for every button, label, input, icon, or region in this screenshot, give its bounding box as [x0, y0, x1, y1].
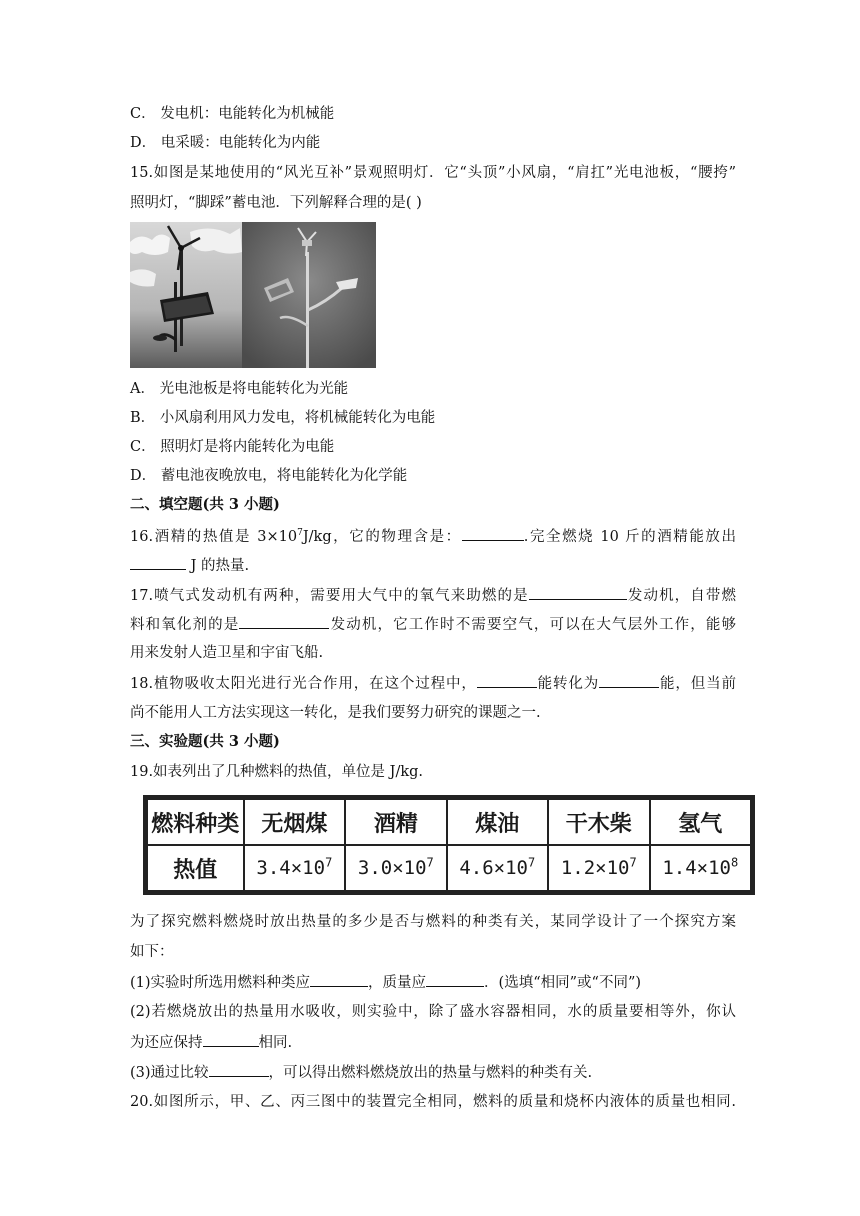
q17-blank-1[interactable] — [529, 585, 627, 600]
table-heat-value — [548, 845, 649, 891]
q19-sub2-text-2: 为还应保持 — [130, 1035, 203, 1051]
q18-line-1 — [130, 673, 736, 694]
table-heat-value — [650, 845, 752, 891]
q16-text-2: J/kg，它的物理含是： — [302, 529, 462, 545]
table-row-label: 热值 — [147, 845, 244, 891]
section-experiment-title: 三、实验题(共 3 小题) — [130, 733, 280, 750]
table-heat-value — [447, 845, 548, 891]
table-heat-value — [244, 845, 345, 891]
q18-blank-2[interactable] — [599, 673, 659, 688]
q19-sub1-text-1: (1)实验时所选用燃料种类应 — [130, 975, 311, 991]
q17-line-1 — [130, 585, 736, 606]
q19-sub3-blank[interactable] — [209, 1062, 269, 1077]
q16-blank-meaning[interactable] — [462, 526, 524, 541]
heat-value-mantissa: 1.2×10 — [560, 857, 630, 879]
q18-text-1: 18.植物吸收太阳光进行光合作用，在这个过程中， — [130, 676, 477, 692]
q17-text-4: 发动机，它工作时不需要空气，可以在大气层外工作，能够 — [329, 617, 737, 633]
table-fuel-name: 煤油 — [447, 799, 548, 845]
q16-text-1: 16.酒精的热值是 3×10 — [130, 529, 298, 545]
q19-sub2-blank[interactable] — [203, 1032, 259, 1047]
q18-blank-1[interactable] — [477, 673, 537, 688]
wind-solar-lamp-photo — [130, 222, 376, 368]
heat-value-mantissa: 4.6×10 — [459, 857, 528, 879]
table-header-label: 燃料种类 — [147, 799, 244, 845]
q19-sub3-text-2: ，可以得出燃料燃烧放出的热量与燃料的种类有关. — [268, 1065, 593, 1081]
q16-text-3: .完全燃烧 10 斤的酒精能放出 — [523, 529, 737, 545]
heat-value-mantissa: 3.0×10 — [357, 857, 427, 879]
table-fuel-name: 酒精 — [345, 799, 446, 845]
q15-stem-line-1: 15.如图是某地使用的“风光互补”景观照明灯．它“头顶”小风扇，“肩扛”光电池板，“腰挎” — [130, 165, 736, 181]
q14-option-c: C． 发电机：电能转化为机械能 — [130, 106, 335, 122]
table-fuel-name: 干木柴 — [548, 799, 649, 845]
heat-value-mantissa: 1.4×10 — [662, 857, 731, 879]
q19-intro-line-1: 为了探究燃料燃烧时放出热量的多少是否与燃料的种类有关，某同学设计了一个探究方案 — [130, 914, 736, 930]
q19-stem: 19.如表列出了几种燃料的热值，单位是 J/kg. — [130, 764, 424, 780]
q17-text-2: 发动机，自带燃 — [626, 588, 737, 604]
q16-exponent: 7 — [297, 528, 303, 539]
q17-line-2 — [130, 614, 736, 635]
q15-option-b: B． 小风扇利用风力发电，将机械能转化为电能 — [130, 410, 436, 426]
heat-value-exponent: 7 — [426, 855, 434, 870]
table-value-row — [147, 845, 751, 891]
heat-value-exponent: 7 — [528, 855, 536, 870]
q17-line-3: 用来发射人造卫星和宇宙飞船. — [130, 645, 324, 661]
q19-sub1-blank-mass[interactable] — [426, 972, 484, 987]
q16-text-4: J 的热量. — [186, 558, 250, 574]
q15-stem-line-2: 照明灯，“脚踩”蓄电池．下列解释合理的是( ) — [130, 195, 422, 211]
section-fill-in-title: 二、填空题(共 3 小题) — [130, 496, 280, 513]
q19-sub1 — [130, 972, 736, 993]
q15-option-d: D． 蓄电池夜晚放电，将电能转化为化学能 — [130, 468, 408, 484]
q17-text-1: 17.喷气式发动机有两种，需要用大气中的氧气来助燃的是 — [130, 588, 529, 604]
table-fuel-name: 无烟煤 — [244, 799, 345, 845]
q19-sub2-line-1: (2)若燃烧放出的热量用水吸收，则实验中，除了盛水容器相同，水的质量要相等外，你认 — [130, 1004, 736, 1020]
q18-text-2: 能转化为 — [536, 676, 600, 692]
q16-blank-heat[interactable] — [130, 555, 186, 570]
q19-sub1-text-3: ．(选填“相同”或“不同”) — [484, 975, 642, 991]
table-header-row — [147, 799, 751, 845]
heat-value-exponent: 7 — [629, 855, 637, 870]
q17-blank-2[interactable] — [239, 614, 329, 629]
q19-sub1-text-2: ，质量应 — [368, 975, 427, 991]
heat-value-exponent: 7 — [325, 855, 333, 870]
q15-option-c: C． 照明灯是将内能转化为电能 — [130, 439, 335, 455]
heat-value-mantissa: 3.4×10 — [256, 857, 326, 879]
table-heat-value — [345, 845, 446, 891]
q20-stem: 20.如图所示，甲、乙、丙三图中的装置完全相同，燃料的质量和烧杯内液体的质量也相同. — [130, 1094, 736, 1110]
fuel-heat-value-table — [143, 795, 755, 895]
q16-line-2 — [130, 555, 736, 576]
q15-option-a: A． 光电池板是将电能转化为光能 — [130, 381, 349, 397]
q19-sub3 — [130, 1062, 736, 1083]
q19-sub3-text-1: (3)通过比较 — [130, 1065, 209, 1081]
q18-line-2: 尚不能用人工方法实现这一转化，是我们要努力研究的课题之一. — [130, 705, 541, 721]
table-fuel-name: 氢气 — [650, 799, 752, 845]
q16-line-1 — [130, 526, 736, 547]
q19-sub2-text-3: 相同. — [258, 1035, 293, 1051]
q19-sub1-blank-type[interactable] — [310, 972, 368, 987]
q17-text-3: 料和氧化剂的是 — [130, 617, 240, 633]
q18-text-3: 能，但当前 — [659, 676, 737, 692]
heat-value-exponent: 8 — [730, 855, 739, 870]
q19-sub2-line-2 — [130, 1032, 736, 1053]
q14-option-d: D． 电采暖：电能转化为内能 — [130, 135, 321, 151]
q19-intro-line-2: 如下： — [130, 944, 174, 960]
